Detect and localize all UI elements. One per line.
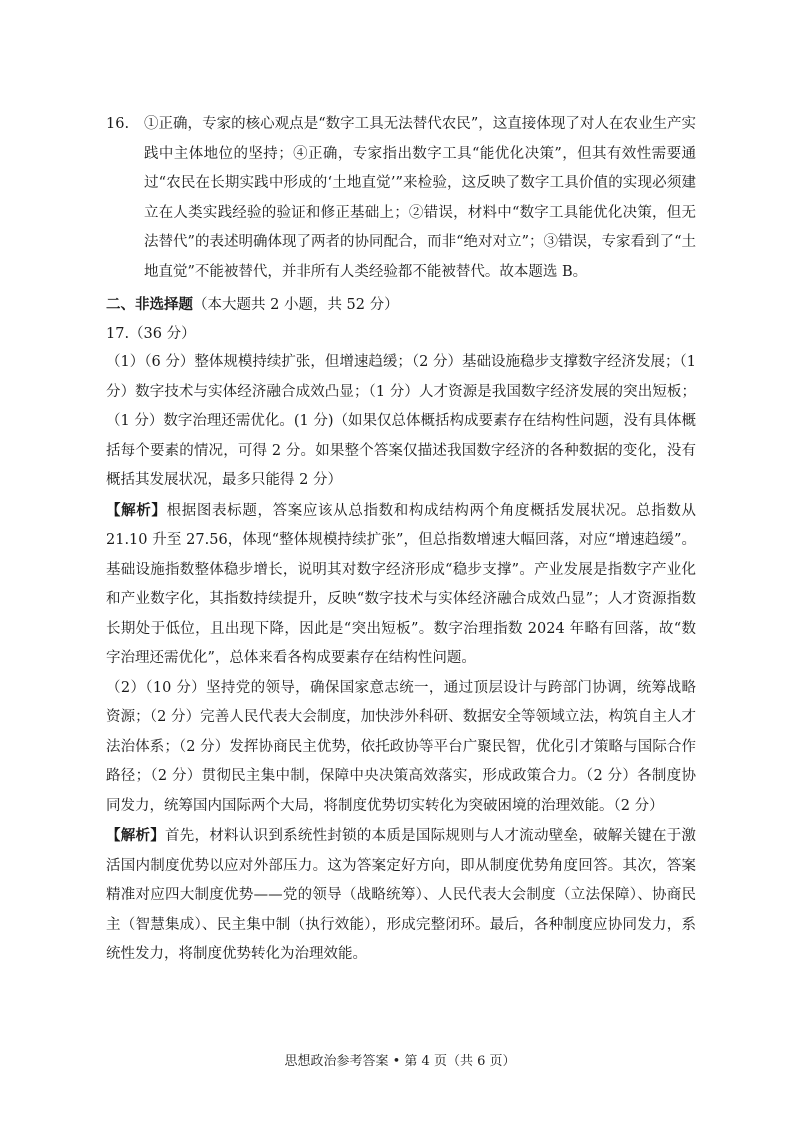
analysis-1-text: 根据图表标题，答案应该从总指数和构成结构两个角度概括发展状况。总指数从 21.10 升至 27.56，体现“整体规模持续扩张”，但总指数增速大幅回落，对应“增速趋缓”。基础设施指数整体稳步增长，说明其对数字经济形成“稳步支撑”。产业发展是指数字产业化和产业数字化，其指数持续提升，反映“数字技术与实体经济融合成效凸显”；人才资源指数长期处于低位，且出现下降，因此是“突出短板”。数字治理指数 2024 年略有回落，故“数字治理还需优化”，总体来看各构成要素存在结构性问题。	[106, 502, 697, 666]
section-2-note: （本大题共 2 小题，共 52 分）	[193, 297, 399, 313]
question-17-part-2: （2）（10 分）坚持党的领导，确保国家意志统一，通过顶层设计与跨部门协调，统筹战略资源；（2 分）完善人民代表大会制度，加快涉外科研、数据安全等领域立法，构筑自主人才法治体系；（2 分）发挥协商民主优势，依托政协等平台广聚民智，优化引才策略与国际合作路径；（2 分）贯彻民主集中制，保障中央决策高效落实，形成政策合力。（2 分）各制度协同发力，统筹国内国际两个大局，将制度优势切实转化为突破困境的治理效能。（2 分）	[106, 679, 696, 814]
question-17-analysis-2	[106, 821, 696, 970]
analysis-1-label: 【解析】	[106, 501, 167, 519]
analysis-2-text: 首先，材料认识到系统性封锁的本质是国际规则与人才流动壁垒，破解关键在于激活国内制度优势以应对外部压力。这为答案定好方向，即从制度优势角度回答。其次，答案精准对应四大制度优势——党的领导（战略统筹）、人民代表大会制度（立法保障）、协商民主（智慧集成）、民主集中制（执行效能），形成完整闭环。最后，各种制度应协同发力，系统性发力，将制度优势转化为治理效能。	[106, 828, 697, 962]
analysis-2-label: 【解析】	[106, 827, 166, 844]
section-2-title: 二、非选择题	[106, 296, 193, 313]
question-16-number: 16.	[106, 116, 130, 132]
question-16	[106, 110, 696, 287]
answer-content	[106, 110, 696, 970]
question-17-header: 17.（36 分）	[106, 325, 196, 342]
question-17-analysis-1	[106, 496, 696, 674]
question-16-answer: ①正确，专家的核心观点是“数字工具无法替代农民”，这直接体现了对人在农业生产实践中主体地位的坚持；④正确，专家指出数字工具“能优化决策”，但其有效性需要通过“农民在长期实践中形成的‘土地直觉’”来检验，这反映了数字工具价值的实现必须建立在人类实践经验的验证和修正基础上；②错误，材料中“数字工具能优化决策，但无法替代”的表述明确体现了两者的协同配合，而非“绝对对立”；③错误，专家看到了“土地直觉”不能被替代，并非所有人类经验都不能被替代。故本题选 B。	[144, 116, 696, 280]
question-17-part-1: （1）（6 分）整体规模持续扩张，但增速趋缓；（2 分）基础设施稳步支撑数字经济发展；（1 分）数字技术与实体经济融合成效凸显；（1 分）人才资源是我国数字经济发展的突出短板；（1 分）数字治理还需优化。(1 分)（如果仅总体概括构成要素存在结构性问题，没有具体概括每个要素的情况，可得 2 分。如果整个答案仅描述我国数字经济的各种数据的变化，没有概括其发展状况，最多只能得 2 分）	[106, 354, 696, 488]
section-2-heading	[106, 291, 696, 320]
page-footer: 思想政治参考答案 • 第 4 页（共 6 页）	[284, 1054, 516, 1069]
